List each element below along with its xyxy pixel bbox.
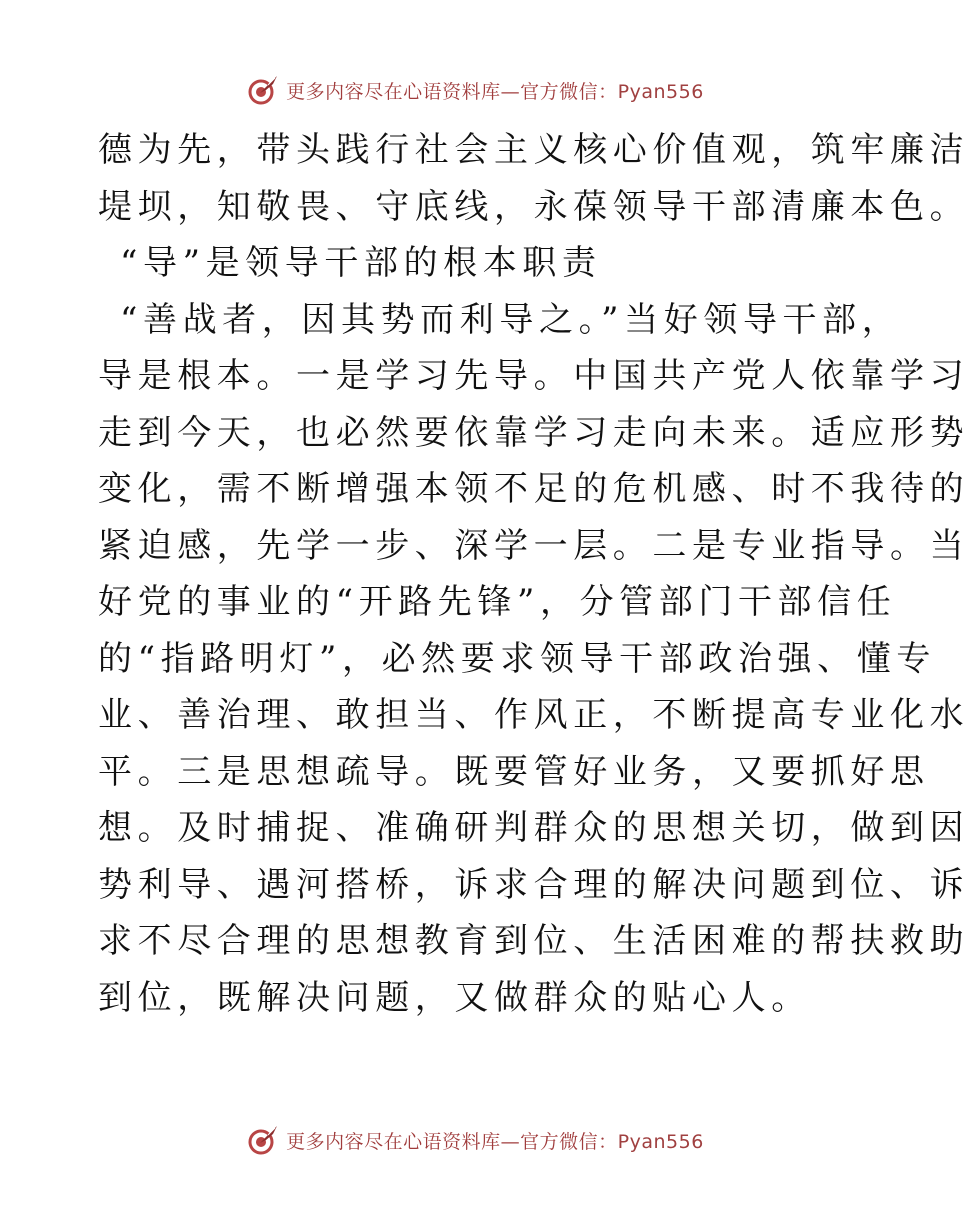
body-line: 紧迫感，先学一步、深学一层。二是专业指导。当 (98, 525, 969, 566)
document-body (98, 122, 969, 1026)
body-line: 平。三是思想疏导。既要管好业务，又要抓好思 (98, 751, 930, 792)
body-line: 导是根本。一是学习先导。中国共产党人依靠学习 (98, 356, 969, 396)
footer-wechat-id: Pyan556 (617, 1130, 704, 1153)
body-line: 德为先，带头践行社会主义核心价值观，筑牢廉洁 (98, 130, 969, 170)
body-line: 求不尽合理的思想教育到位、生活困难的帮扶救助 (98, 921, 969, 961)
body-line: “善战者，因其势而利导之。”当好领导干部， (120, 299, 902, 340)
body-line: 变化，需不断增强本领不足的危机感、时不我待的 (98, 469, 969, 509)
header-banner (0, 70, 950, 110)
body-line: 势利导、遇河搭桥，诉求合理的解决问题到位、诉 (98, 864, 969, 905)
footer-promo-text: 更多内容尽在心语资料库—官方微信：Pyan556 (286, 1130, 704, 1153)
body-line: 的“指路明灯”，必然要求领导干部政治强、懂专 (98, 638, 936, 679)
body-line: 业、善治理、敢担当、作风正，不断提高专业化水 (98, 695, 969, 735)
body-line: 堤坝，知敬畏、守底线，永葆领导干部清廉本色。 (98, 186, 969, 227)
header-promo-text: 更多内容尽在心语资料库—官方微信：Pyan556 (286, 80, 704, 103)
section-heading: “导”是领导干部的根本职责 (120, 243, 602, 283)
body-line: 到位，既解决问题，又做群众的贴心人。 (98, 977, 811, 1018)
body-line: 走到今天，也必然要依靠学习走向未来。适应形势 (98, 412, 969, 453)
header-wechat-id: Pyan556 (617, 80, 704, 103)
body-line: 想。及时捕捉、准确研判群众的思想关切，做到因 (98, 808, 969, 848)
footer-banner (0, 1120, 950, 1160)
body-line: 好党的事业的“开路先锋”，分管部门干部信任 (98, 582, 897, 622)
quill-logo-icon (246, 1123, 280, 1157)
quill-logo-icon (246, 73, 280, 107)
